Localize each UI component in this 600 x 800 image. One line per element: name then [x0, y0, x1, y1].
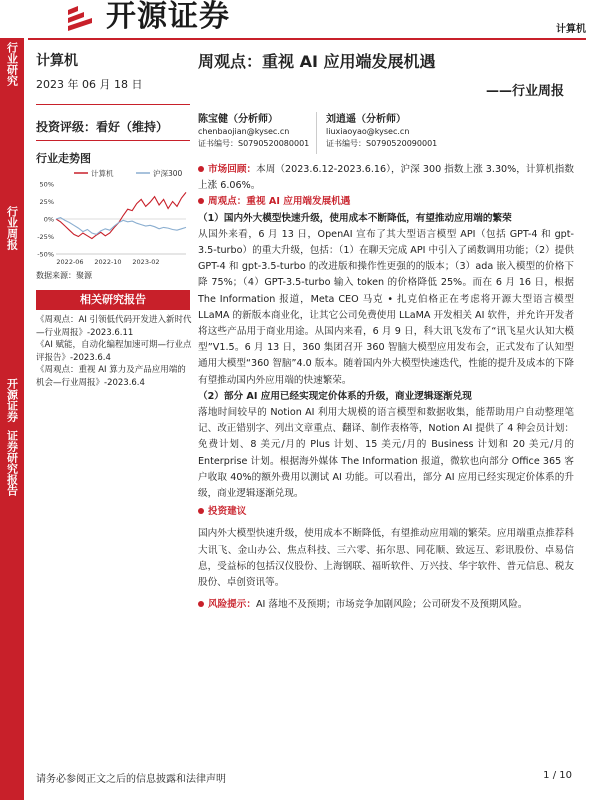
legend-label: 沪深300 — [153, 169, 183, 178]
analyst-card — [198, 114, 312, 154]
y-tick-label: 50% — [39, 180, 54, 189]
bullet-icon — [198, 508, 204, 514]
section-heading: （2）部分 AI 应用已经实现定价体系的升级，商业逻辑逐渐兑现 — [198, 390, 472, 402]
sidebar-label-broker — [0, 378, 24, 425]
report-title: 周观点：重视 AI 应用端发展机遇 — [198, 52, 436, 71]
analyst-card — [326, 114, 440, 154]
invest-heading — [198, 504, 574, 520]
chart-source: 数据来源：聚源 — [36, 271, 92, 280]
x-tick-label: 2022-06 — [56, 258, 84, 266]
legend-label: 计算机 — [91, 169, 114, 178]
sidebar-label-research — [0, 42, 24, 89]
trend-chart — [34, 166, 194, 270]
analyst-email[interactable]: liuxiaoyao@kysec.cn — [326, 127, 410, 136]
section-heading: （1）国内外大模型快速升级，使用成本不断降低，有望推动应用端的繁荣 — [198, 212, 512, 224]
investment-rating: 投资评级：看好（维持） — [36, 120, 169, 134]
sidebar-label-report — [0, 430, 24, 499]
risk-label: 风险提示： — [208, 599, 256, 611]
sidebar-label-broker-text: 开源证券 — [5, 378, 19, 422]
sidebar-label-report-text: 证券研究报告 — [5, 430, 19, 496]
y-tick-label: -25% — [37, 233, 54, 241]
market-review — [198, 162, 574, 194]
logo-icon — [64, 4, 104, 34]
related-report-link[interactable]: 《周观点：重视 AI 算力及产品应用端的机会—行业周报》-2023.6.4 — [36, 365, 186, 388]
series-line — [56, 192, 186, 238]
x-tick-label: 2023-02 — [132, 258, 160, 266]
bullet-icon — [198, 166, 204, 172]
analyst-name: 陈宝健（分析师） — [198, 114, 278, 125]
header-divider — [28, 38, 586, 40]
divider — [36, 104, 190, 105]
sidebar-bar — [0, 38, 24, 800]
risk-note — [198, 597, 574, 613]
trend-title: 行业走势图 — [36, 152, 91, 165]
section-text: 从国外来看，6 月 13 日，OpenAI 宣布了其大型语言模型 API（包括 GPT-4 和 gpt-3.5-turbo）的重大升级，包括：（1）在聊天完成 API 中引入了函数调用功能；（2）提供 GPT-4 和 gpt-3.5-turbo 的改进版和操作性更强的的版本；（3）ada 嵌入模型的价格下降 75%；（4）GPT-3.5-turbo 输入 token 的价格降低 25%。而在 6 月 16 日，根据 The Information 报道，Meta CEO 马克 • 扎克伯格正在考虑将开源大型语言模型 LLaMA 的新版本商业化，让其它公司免费使用 LLaMA 开发相关 AI 软件，并允许开发者将这些产品用于商业用途。从国内来看，6 月 9 日，科大讯飞发布了“讯飞星火认知大模型”V1.5。6 月 13 日，360 集团召开 360 智脑大模型应用发布会，正式发布了认知型通用大模型“360 智脑”4.0 版本。随着国内外大模型快速迭代，性能的提升及成本的下降有望推动国内外应用端的快速繁荣。 — [198, 228, 574, 386]
bullet-icon — [198, 601, 204, 607]
related-report-link[interactable]: 《周观点：AI 引领低代码开发进入新时代 —行业周报》-2023.6.11 — [36, 315, 192, 338]
x-tick-label: 2022-10 — [94, 258, 122, 266]
y-tick-label: 0% — [43, 215, 54, 224]
analyst-name: 刘逍遥（分析师） — [326, 114, 406, 125]
footer-disclaimer: 请务必参阅正文之后的信息披露和法律声明 — [36, 774, 226, 785]
related-research-list — [36, 314, 192, 390]
market-review-text: 本周（2023.6.12-2023.6.16），沪深 300 指数上涨 3.30%，计算机指数上涨 6.06%。 — [198, 164, 574, 192]
industry-name: 计算机 — [36, 53, 78, 69]
report-subtitle: ——行业周报 — [485, 84, 564, 99]
y-tick-label: -50% — [37, 250, 54, 259]
invest-text: 国内外大模型快速升级，使用成本不断降低，有望推动应用端的繁荣。应用端重点推荐科大讯飞、金山办公、焦点科技、三六零、拓尔思、同花顺、致远互、彩讯股份、卓易信息，受益标的包括汉仪股份、上海钢联、福昕软件、万兴技、华宇软件、普元信息、税友股份、卓创资讯等。 — [198, 528, 574, 589]
view-label: 周观点：重视 AI 应用端发展机遇 — [208, 196, 351, 208]
invest-label: 投资建议 — [208, 506, 247, 518]
related-report-link[interactable]: 《AI 赋能，自动化编程加速可期—行业点评报告》-2023.6.4 — [36, 340, 192, 363]
analyst-cert: 证书编号：S0790520090001 — [326, 139, 438, 148]
analyst-email[interactable]: chenbaojian@kysec.cn — [198, 127, 290, 136]
divider — [36, 140, 190, 141]
sidebar-label-weekly — [0, 206, 24, 253]
page-number: 1 / 10 — [543, 770, 572, 781]
sidebar-label-research-text: 行业研究 — [5, 42, 19, 86]
y-tick-label: 25% — [39, 198, 54, 206]
series-line — [56, 218, 186, 235]
view-heading — [198, 194, 574, 210]
logo-text: 开源证券 — [106, 0, 230, 34]
analyst-cert: 证书编号：S0790520080001 — [198, 139, 310, 148]
section-text: 落地时间较早的 Notion AI 利用大规模的语言模型和数据收集，能帮助用户自动整理笔记、改正错别字、列出文章重点、翻译、制作表格等，Notion AI 提供了 4 种会员计划：免费计划、8 美元/月的 Plus 计划、15 美元/月的 Business 计划和 20 美元/月的 Enterprise 计划。根据海外媒体 The Information 报道，微软也向部分 Office 365 客户收取 40%的额外费用以测试 AI 功能。可以看出，部分 AI 应用已经实现定价体系的升级，商业逻辑逐渐兑现。 — [198, 407, 574, 500]
related-research-header: 相关研究报告 — [36, 290, 190, 310]
header-category: 计算机 — [556, 24, 586, 35]
sidebar-label-weekly-text: 行业周报 — [5, 206, 19, 250]
bullet-icon — [198, 198, 204, 204]
market-review-label: 市场回顾： — [208, 164, 257, 175]
risk-text: AI 落地不及预期；市场竞争加剧风险；公司研发不及预期风险。 — [255, 599, 528, 611]
divider — [316, 112, 317, 154]
report-body — [198, 162, 574, 613]
report-date: 2023 年 06 月 18 日 — [36, 78, 143, 91]
